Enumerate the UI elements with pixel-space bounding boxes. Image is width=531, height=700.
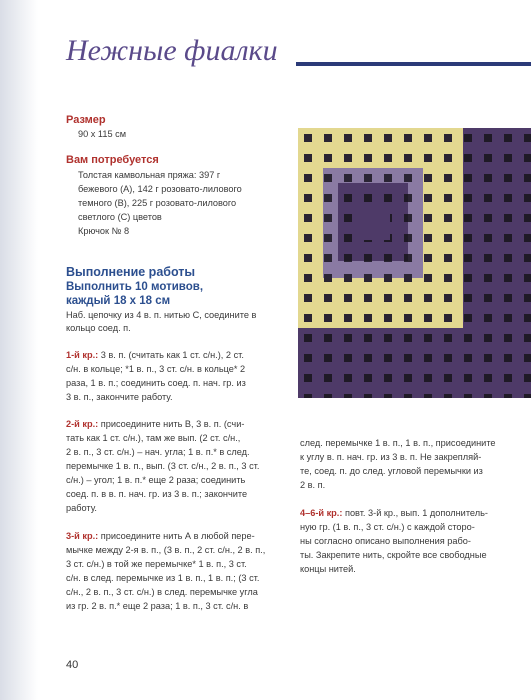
row2-line: перемычке 1 в. п., вып. (3 ст. с/н., 2 в. п., 3 ст. [66, 461, 260, 471]
work-subheading: каждый 18 х 18 см [66, 295, 171, 307]
row2-line: тать как 1 ст. с/н.), там же вып. (2 ст. с/н., [66, 433, 241, 443]
size-heading: Размер [66, 114, 106, 126]
row3-first-line [66, 530, 255, 544]
row3-line: 3 ст. с/н.) в той же перемычке* 1 в. п., 3 ст. [66, 559, 247, 569]
work-heading: Выполнение работы [66, 265, 196, 279]
row1-first-line [66, 349, 244, 363]
materials-line: бежевого (А), 142 г розовато-лилового [78, 184, 242, 194]
page-edge-shadow [0, 0, 38, 700]
row2-line: работу. [66, 503, 97, 513]
crochet-blanket-photo [298, 128, 531, 398]
row3-line: с/н. в след. перемычке из 1 в. п., 1 в. п.; (3 ст. [66, 573, 260, 583]
hook-size: Крючок № 8 [78, 226, 130, 236]
row1-line: 3 в. п., закончите работу. [66, 392, 173, 402]
page-title: Нежные фиалки [66, 34, 278, 67]
title-divider [296, 62, 531, 66]
row3-line: с/н., 2 в. п., 3 ст. с/н.) в след. перемычке угла [66, 587, 258, 597]
row1-line: с/н. в кольце; *1 в. п., 3 ст. с/н. в кольце* 2 [66, 364, 246, 374]
size-value: 90 х 115 см [78, 129, 127, 139]
row2-text: присоедините нить В, 3 в. п. (счи- [98, 419, 245, 429]
materials-line: светлого (С) цветов [78, 212, 162, 222]
materials-line: Толстая камвольная пряжа: 397 г [78, 170, 221, 180]
row2-line: с/н.) – угол; 1 в. п.* еще 2 раза; соединить [66, 475, 246, 485]
materials-heading: Вам потребуется [66, 154, 159, 166]
row2-line: соед. п. в в. п. нач. гр. из 3 в. п.; закончите [66, 489, 248, 499]
row1-line: раза, 1 в. п.; соединить соед. п. нач. гр. из [66, 378, 246, 388]
row2-label: 2-й кр.: [66, 419, 99, 429]
row2-first-line [66, 418, 244, 432]
continuation-line: 2 в. п. [300, 480, 326, 490]
continuation-line: те, соед. п. до след. угловой перемычки из [300, 466, 483, 476]
row4-line: концы нитей. [300, 564, 356, 574]
row3-text: присоедините нить А в любой пере- [98, 531, 255, 541]
materials-line: темного (В), 225 г розовато-лилового [78, 198, 237, 208]
row1-text: 3 в. п. (считать как 1 ст. с/н.), 2 ст. [98, 350, 244, 360]
row4-line: ную гр. (1 в. п., 3 ст. с/н.) с каждой сторо- [300, 522, 475, 532]
intro-line: Наб. цепочку из 4 в. п. нитью С, соедините в [66, 310, 257, 320]
page-number: 40 [66, 659, 79, 671]
work-subheading: Выполнить 10 мотивов, [66, 281, 204, 293]
row4-text: повт. 3-й кр., вып. 1 дополнитель- [342, 508, 488, 518]
row4-line: ты. Закрепите нить, скройте все свободные [300, 550, 487, 560]
row1-label: 1-й кр.: [66, 350, 99, 360]
row4-first-line [300, 507, 488, 521]
row3-label: 3-й кр.: [66, 531, 99, 541]
row3-line: мычке между 2-я в. п., (3 в. п., 2 ст. с/н., 2 в. п., [66, 545, 266, 555]
continuation-line: след. перемычке 1 в. п., 1 в. п., присоедините [300, 438, 496, 448]
row2-line: 2 в. п., 3 ст. с/н.) – нач. угла; 1 в. п.* в след. [66, 447, 250, 457]
continuation-line: к углу в. п. нач. гр. из 3 в. п. Не закрепляй- [300, 452, 482, 462]
row3-line: из гр. 2 в. п.* еще 2 раза; 1 в. п., 3 ст. с/н. в [66, 601, 249, 611]
row4-line: ны согласно описано выполнения рабо- [300, 536, 471, 546]
intro-line: кольцо соед. п. [66, 323, 131, 333]
row4-label: 4–6-й кр.: [300, 508, 343, 518]
